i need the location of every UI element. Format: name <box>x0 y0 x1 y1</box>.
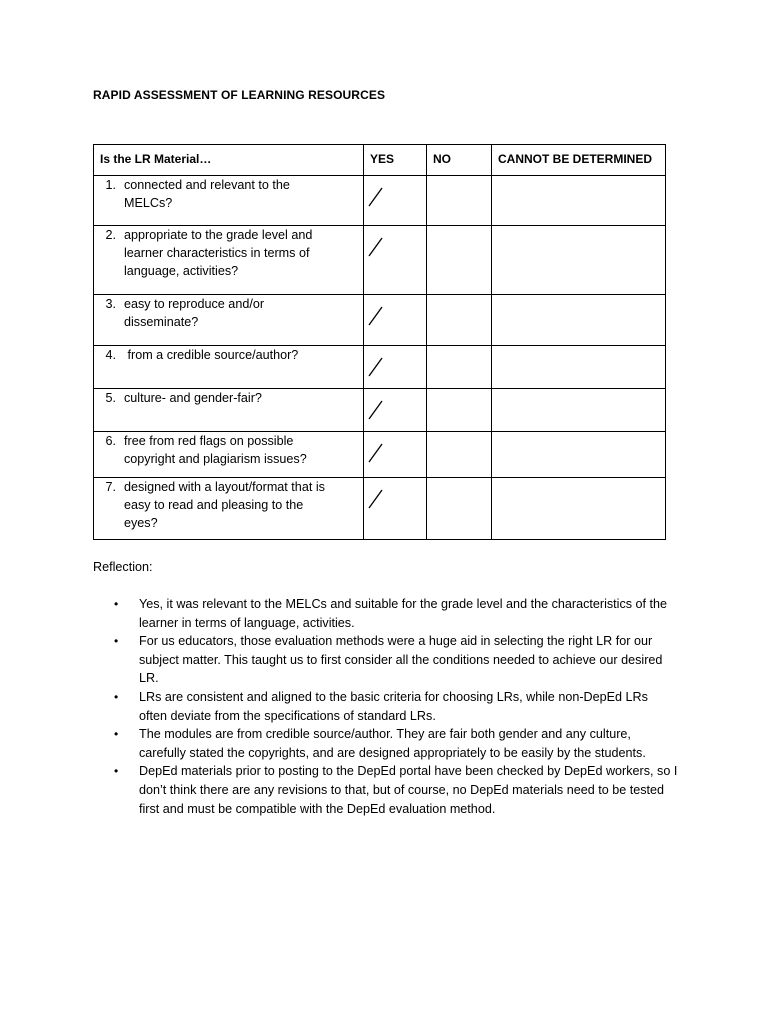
reflection-label: Reflection: <box>93 560 153 574</box>
bullet-icon: • <box>114 634 119 649</box>
criteria-number: 1. <box>105 178 116 192</box>
table-body <box>94 176 666 540</box>
bullet-icon: • <box>114 689 119 704</box>
no-cell[interactable] <box>427 346 492 389</box>
bullet-icon: • <box>114 597 119 611</box>
assessment-table <box>93 144 666 540</box>
criteria-cell <box>94 389 364 432</box>
criteria-number: 3. <box>105 297 116 311</box>
cbd-cell[interactable] <box>492 432 666 478</box>
yes-cell[interactable] <box>364 176 427 226</box>
bullet-icon: • <box>114 764 119 779</box>
check-mark-icon <box>368 442 384 464</box>
no-cell[interactable] <box>427 389 492 432</box>
table-row <box>94 478 666 540</box>
criteria-cell <box>94 346 364 389</box>
document-title: RAPID ASSESSMENT OF LEARNING RESOURCES <box>93 88 386 102</box>
header-criteria: Is the LR Material… <box>94 145 364 176</box>
criteria-text: free from red flags on possible copyright and plagiarism issues? <box>124 434 307 466</box>
table-row <box>94 389 666 432</box>
check-mark-icon <box>368 186 384 208</box>
cbd-cell[interactable] <box>492 226 666 295</box>
criteria-text: connected and relevant to the MELCs? <box>124 178 294 210</box>
yes-cell[interactable] <box>364 226 427 295</box>
check-mark-icon <box>368 305 384 327</box>
reflection-text: For us educators, those evaluation methods were a huge aid in selecting the right LR for our subject matter. This taught us to first consider all the conditions needed to achieve our desired LR. <box>139 634 663 686</box>
table-row <box>94 176 666 226</box>
criteria-cell <box>94 478 364 540</box>
cbd-cell[interactable] <box>492 478 666 540</box>
no-cell[interactable] <box>427 176 492 226</box>
reflection-item <box>93 762 678 818</box>
no-cell[interactable] <box>427 226 492 295</box>
yes-cell[interactable] <box>364 478 427 540</box>
cbd-cell[interactable] <box>492 176 666 226</box>
table-header-row <box>94 145 666 176</box>
table-row <box>94 346 666 389</box>
criteria-cell <box>94 432 364 478</box>
header-no: NO <box>427 145 492 176</box>
no-cell[interactable] <box>427 478 492 540</box>
yes-cell[interactable] <box>364 432 427 478</box>
reflection-list <box>93 595 678 818</box>
yes-cell[interactable] <box>364 389 427 432</box>
criteria-text: appropriate to the grade level and learner characteristics in terms of language, activities? <box>124 228 316 278</box>
reflection-item <box>93 595 678 632</box>
no-cell[interactable] <box>427 295 492 346</box>
header-cannot-be-determined: CANNOT BE DETERMINED <box>492 145 666 176</box>
header-yes: YES <box>364 145 427 176</box>
criteria-text: designed with a layout/format that is easy to read and pleasing to the eyes? <box>124 480 329 530</box>
reflection-text: The modules are from credible source/author. They are fair both gender and any culture, carefully stated the copyrights, and are designed appropriately to be easily by the students. <box>139 727 646 760</box>
reflection-item <box>93 632 678 688</box>
reflection-text: LRs are consistent and aligned to the basic criteria for choosing LRs, while non-DepEd LRs often deviate from the specifications of standard LRs. <box>139 689 648 723</box>
table-row <box>94 226 666 295</box>
criteria-number: 7. <box>105 480 116 494</box>
check-mark-icon <box>368 488 384 510</box>
reflection-item <box>93 725 678 762</box>
criteria-number: 5. <box>105 391 116 405</box>
criteria-cell <box>94 226 364 295</box>
criteria-text: easy to reproduce and/or disseminate? <box>124 297 268 329</box>
cbd-cell[interactable] <box>492 389 666 432</box>
reflection-text: Yes, it was relevant to the MELCs and suitable for the grade level and the characteristics of the learner in terms of language, activities. <box>139 597 668 630</box>
reflection-text: DepEd materials prior to posting to the DepEd portal have been checked by DepEd workers, so I don’t think there are any revisions to that, but of course, no DepEd materials need to be tested first and must be compatible with the DepEd evaluation method. <box>139 764 678 816</box>
yes-cell[interactable] <box>364 346 427 389</box>
table-row <box>94 432 666 478</box>
check-mark-icon <box>368 356 384 378</box>
criteria-number: 2. <box>105 228 116 242</box>
reflection-item <box>93 688 678 725</box>
criteria-text: culture- and gender-fair? <box>124 391 262 405</box>
check-mark-icon <box>368 399 384 421</box>
table-row <box>94 295 666 346</box>
no-cell[interactable] <box>427 432 492 478</box>
yes-cell[interactable] <box>364 295 427 346</box>
criteria-cell <box>94 295 364 346</box>
criteria-cell <box>94 176 364 226</box>
criteria-number: 6. <box>105 434 116 448</box>
cbd-cell[interactable] <box>492 346 666 389</box>
criteria-text: from a credible source/author? <box>124 348 299 362</box>
cbd-cell[interactable] <box>492 295 666 346</box>
check-mark-icon <box>368 236 384 258</box>
criteria-number: 4. <box>105 348 116 362</box>
bullet-icon: • <box>114 727 119 742</box>
